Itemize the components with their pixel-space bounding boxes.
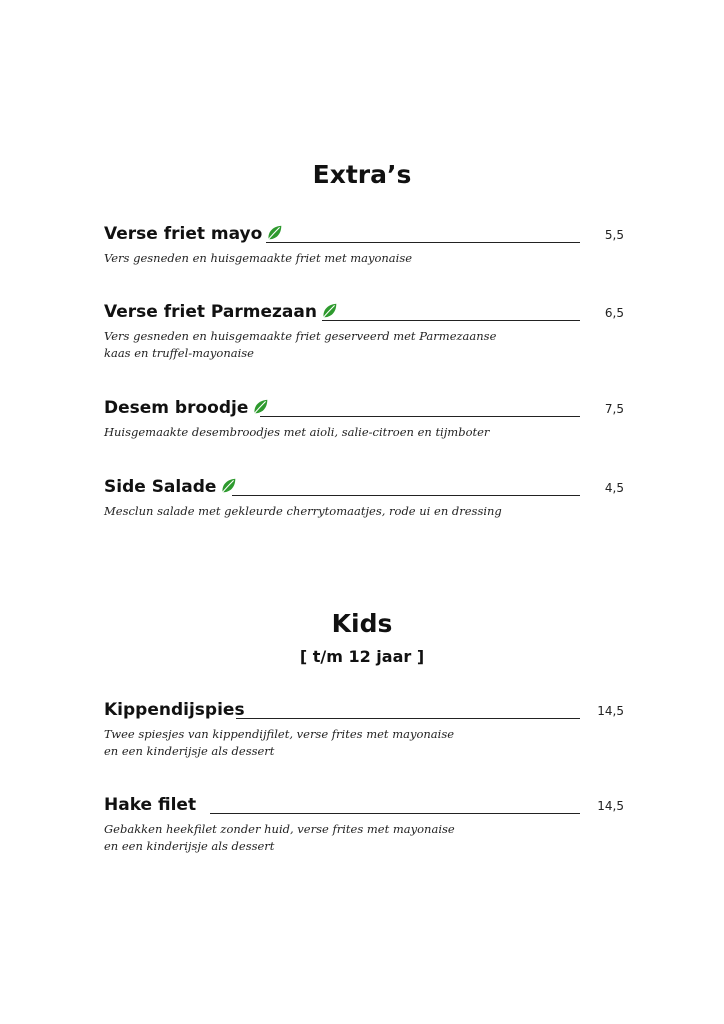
price-leader-line (210, 813, 580, 814)
item-price: 5,5 (604, 228, 624, 242)
item-name: Kippendijspies (104, 700, 245, 720)
item-price: 7,5 (604, 402, 624, 416)
item-name: Verse friet Parmezaan (104, 302, 317, 322)
description-line: Gebakken heekfilet zonder huid, verse frites met mayonaise (104, 822, 455, 836)
kids-title: Kids (331, 609, 393, 638)
description-line: kaas en truffel-mayonaise (104, 346, 254, 360)
description-line: Huisgemaakte desembroodjes met aioli, salie-citroen en tijmboter (104, 425, 490, 439)
item-price: 14,5 (597, 799, 624, 813)
item-name: Verse friet mayo (104, 224, 263, 244)
menu-item-desem-broodje (104, 398, 624, 441)
menu-item-side-salade (104, 477, 624, 520)
price-leader-line (266, 242, 580, 243)
extras-title: Extra’s (312, 160, 412, 189)
price-leader-line (236, 718, 580, 719)
menu-item-kippendijspies (104, 700, 624, 760)
item-description (104, 726, 504, 760)
item-name-wrap (104, 398, 269, 420)
description-line: Vers gesneden en huisgemaakte friet met mayonaise (104, 251, 413, 265)
item-name: Side Salade (104, 477, 217, 497)
item-name: Hake filet (104, 795, 197, 815)
item-name-wrap (104, 477, 237, 499)
description-line: en een kinderijsje als dessert (104, 744, 275, 758)
item-description (104, 328, 504, 362)
description-line: Vers gesneden en huisgemaakte friet geserveerd met Parmezaanse (104, 329, 497, 343)
item-name: Desem broodje (104, 398, 249, 418)
price-leader-line (260, 416, 580, 417)
description-line: en een kinderijsje als dessert (104, 839, 275, 853)
kids-subtitle: [ t/m 12 jaar ] (299, 647, 425, 666)
menu-item-verse-friet-parmezaan (104, 302, 624, 362)
menu-item-hake-filet (104, 795, 624, 855)
item-price: 14,5 (597, 704, 624, 718)
item-description (104, 424, 504, 441)
item-name-wrap (104, 302, 338, 324)
menu-item-verse-friet-mayo (104, 224, 624, 267)
item-description (104, 250, 504, 267)
item-description (104, 503, 504, 520)
item-name-wrap (104, 224, 283, 246)
description-line: Twee spiesjes van kippendijfilet, verse frites met mayonaise (104, 727, 455, 741)
item-price: 4,5 (604, 481, 624, 495)
price-leader-line (322, 320, 580, 321)
price-leader-line (232, 495, 580, 496)
description-line: Mesclun salade met gekleurde cherrytomaatjes, rode ui en dressing (104, 504, 502, 518)
item-price: 6,5 (604, 306, 624, 320)
item-description (104, 821, 504, 855)
